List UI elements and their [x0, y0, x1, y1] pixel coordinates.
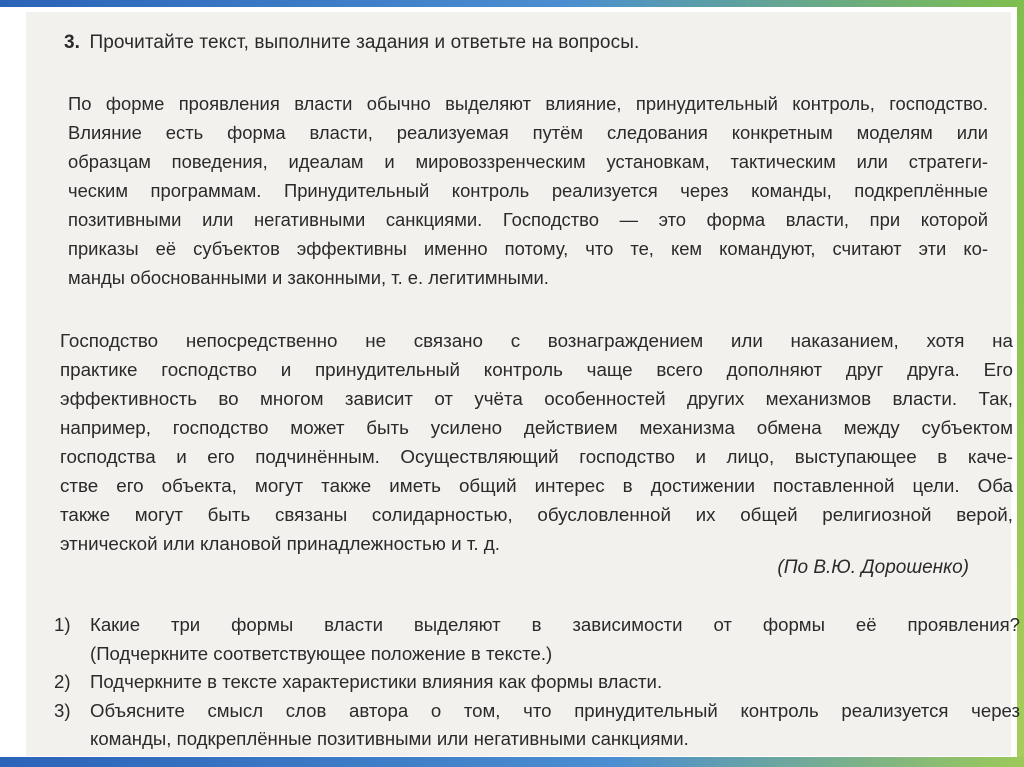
author-attribution: (По В.Ю. Дорошенко): [777, 557, 969, 578]
paragraph-line: приказы её субъектов эффективны именно потому, что те, кем командуют, считают эти ко-: [68, 238, 988, 259]
question-line: Какие три формы власти выделяют в зависимости от формы её проявления?: [90, 614, 1020, 635]
questions-list: [54, 611, 1020, 754]
top-frame-bar: [0, 0, 1024, 7]
question-line: (Подчеркните соответствующее положение в тексте.): [90, 642, 553, 664]
textbook-page: [26, 12, 1020, 756]
paragraph-line: По форме проявления власти обычно выделяют влияние, принудительный контроль, господство.: [68, 93, 988, 114]
question-line: Объясните смысл слов автора о том, что принудительный контроль реализуется через: [90, 699, 1020, 721]
question-item: [54, 668, 1020, 697]
paragraph-line: например, господство может быть усилено действием механизма обмена между субъектом: [60, 417, 1013, 438]
task-instruction: Прочитайте текст, выполните задания и ответьте на вопросы.: [89, 32, 640, 53]
paragraph-2: [60, 326, 1013, 558]
question-number: 1): [54, 614, 71, 635]
paragraph-line: Господство непосредственно не связано с вознаграждением или наказанием, хотя на: [60, 330, 1013, 351]
paragraph-line: также могут быть связаны солидарностью, обусловленной их общей религиозной верой,: [60, 504, 1013, 525]
question-line: команды, подкреплённые позитивными или негативными санкциями.: [90, 728, 689, 749]
question-line: Подчеркните в тексте характеристики влияния как формы власти.: [90, 671, 663, 692]
paragraph-1: [68, 89, 988, 292]
paragraph-line: позитивными или негативными санкциями. Господство — это форма власти, при которой: [68, 209, 988, 230]
question-item: [54, 697, 1020, 754]
task-number: 3.: [64, 32, 81, 53]
question-number: 2): [54, 671, 71, 692]
paragraph-line: образцам поведения, идеалам и мировоззренческим установкам, тактическим или стратеги-: [68, 151, 988, 172]
question-number: 3): [54, 699, 71, 721]
paragraph-line: манды обоснованными и законными, т. е. легитимными.: [68, 267, 549, 288]
question-text: [90, 697, 1020, 754]
question-item: [54, 611, 1020, 668]
task-header: [64, 32, 1004, 54]
question-text: [90, 668, 1020, 697]
paragraph-line: Влияние есть форма власти, реализуемая путём следования конкретным моделям или: [68, 122, 988, 143]
bottom-frame-bar: [0, 757, 1024, 767]
paragraph-line: стве его объекта, могут также иметь общий интерес в достижении поставленной цели. Оба: [60, 475, 1013, 496]
paragraph-line: этнической или клановой принадлежностью и т. д.: [60, 533, 500, 554]
paragraph-line: ческим программам. Принудительный контроль реализуется через команды, подкреплённые: [68, 180, 988, 201]
paragraph-line: практике господство и принудительный контроль чаще всего дополняют друг друга. Его: [60, 359, 1013, 380]
paragraph-line: эффективность во многом зависит от учёта особенностей других механизмов власти. Так,: [60, 388, 1013, 409]
question-text: [90, 611, 1020, 668]
paragraph-line: господства и его подчинённым. Осуществляющий господство и лицо, выступающее в каче-: [60, 446, 1013, 467]
